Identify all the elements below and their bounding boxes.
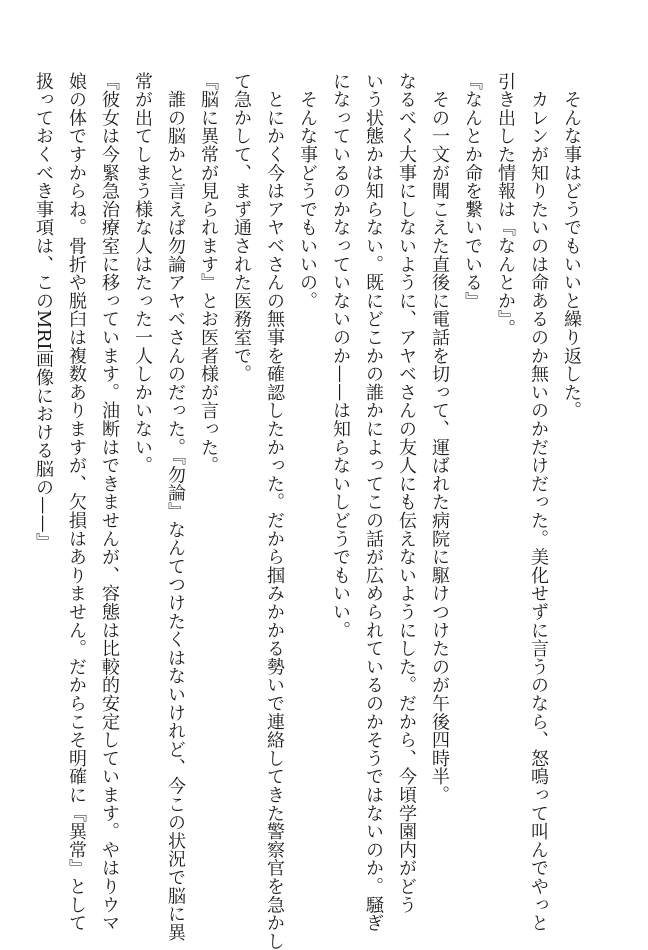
- text-line: いう状態かは知らない。既にどこかの誰かによってこの話が広められているのかそうではないのか。騒ぎ: [363, 72, 384, 933]
- text-line: 扱っておくべき事項は、このMRI画像における脳の——』: [33, 72, 54, 552]
- text-line: 誰の脳かと言えば勿論アヤベさんのだった。『勿論』なんてつけたくはないけれど、今この状況で脳に異: [165, 72, 186, 942]
- text-line: とにかく今はアヤベさんの無事を確認したかった。だから掴みかかる勢いで連絡してきた警察官を急かし: [264, 72, 285, 950]
- text-line: 『なんとか命を繋いでいる』: [462, 72, 483, 310]
- text-line: その一文が聞こえた直後に電話を切って、運ばれた病院に駆けつけたのが午後四時半。: [429, 72, 450, 804]
- text-line: なるべく大事にしないように、アヤベさんの友人にも伝えないようにした。だから、今頃学園内がどう: [396, 72, 417, 914]
- vertical-text-body: [33, 72, 588, 950]
- text-line: 『彼女は今緊急治療室に移っています。油断はできませんが、容態は比較的安定しています。やはりウマ: [99, 72, 120, 933]
- text-line: て急かして、まず通された医務室で。: [231, 72, 252, 384]
- text-line: 娘の体ですからね。骨折や脱臼は複数ありますが、欠損はありません。だからこそ明確に『異常』として: [66, 72, 87, 933]
- text-line: 引き出した情報は『なんとか』。: [495, 72, 516, 338]
- text-line: そんな事はどうでもいいと繰り返した。: [561, 72, 582, 420]
- text-line: カレンが知りたいのは命あるのか無いのかだけだった。美化せずに言うのなら、怒鳴って叫んでやっと: [528, 72, 549, 933]
- text-line: そんな事どうでもいいの。: [297, 72, 318, 310]
- text-line: 『脳に異常が見られます』とお医者様が言った。: [198, 72, 219, 475]
- text-line: になっているのかなっていないのか——は知らないしどうでもいい。: [330, 72, 351, 640]
- text-line: 常が出てしまう様な人はたった一人しかいない。: [132, 72, 153, 475]
